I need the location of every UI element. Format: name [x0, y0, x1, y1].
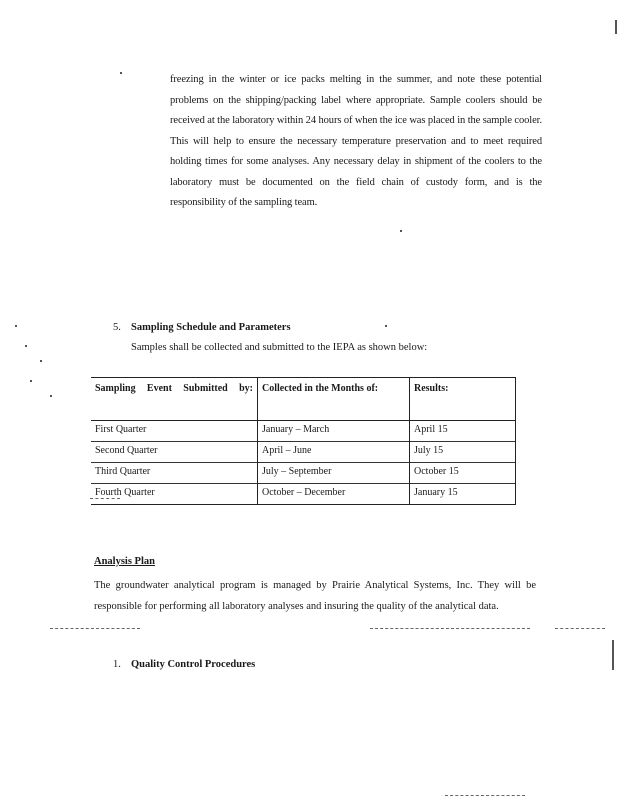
scan-artifact-line	[445, 795, 525, 796]
scan-artifact-mark	[25, 345, 27, 347]
table-row	[91, 421, 516, 442]
header-sampling-event: Sampling Event Submitted by:	[91, 378, 258, 421]
section-5-intro: Samples shall be collected and submitted to the IEPA as shown below:	[131, 342, 428, 353]
header-collected-months: Collected in the Months of:	[258, 378, 410, 421]
table-row	[91, 463, 516, 484]
scan-artifact-mark	[50, 395, 52, 397]
cell-months: April – June	[258, 442, 410, 463]
cell-results: April 15	[410, 421, 516, 442]
cell-months: January – March	[258, 421, 410, 442]
scan-artifact-mark	[615, 20, 617, 34]
scan-artifact-mark	[30, 380, 32, 382]
scan-artifact-mark	[40, 360, 42, 362]
table-row	[91, 484, 516, 505]
scan-artifact-line	[370, 628, 530, 629]
cell-months: October – December	[258, 484, 410, 505]
section-1-heading	[113, 659, 255, 670]
shipping-paragraph: freezing in the winter or ice packs melting in the summer, and note these potential problems on the shipping/packing label where appropriate. Sample coolers should be received at the laboratory within 24 hours of when the ice was placed in the sample cooler. This will help to ensure the necessary temperature preservation and to meet required holding times for some analyses. Any necessary delay in shipment of the coolers to the laboratory must be documented on the field chain of custody form, and is the responsibility of the sampling team.	[170, 74, 542, 208]
scan-artifact-mark	[15, 325, 17, 327]
cell-event: Fourth Quarter	[91, 484, 258, 505]
sampling-schedule-table	[91, 377, 516, 505]
analysis-plan-title: Analysis Plan	[94, 556, 155, 567]
section-5-number: 5.	[113, 322, 121, 333]
scan-artifact-mark	[120, 72, 122, 74]
scan-artifact-line	[90, 498, 120, 499]
analysis-plan-paragraph: The groundwater analytical program is managed by Prairie Analytical Systems, Inc. They will be responsible for performing all laboratory analyses and insuring the quality of the analytical data.	[94, 580, 536, 612]
cell-results: July 15	[410, 442, 516, 463]
scan-artifact-mark	[385, 325, 387, 327]
table-row	[91, 442, 516, 463]
cell-results: October 15	[410, 463, 516, 484]
cell-months: July – September	[258, 463, 410, 484]
cell-event: Third Quarter	[91, 463, 258, 484]
section-5-heading	[113, 322, 291, 333]
section-5-title: Sampling Schedule and Parameters	[131, 322, 291, 333]
cell-event: Second Quarter	[91, 442, 258, 463]
scan-artifact-mark	[400, 230, 402, 232]
scan-artifact-line	[50, 628, 140, 629]
header-results: Results:	[410, 378, 516, 421]
table-header-row	[91, 378, 516, 421]
cell-results: January 15	[410, 484, 516, 505]
scan-artifact-mark	[612, 640, 614, 670]
section-1-title: Quality Control Procedures	[131, 659, 256, 670]
section-1-number: 1.	[113, 659, 121, 670]
scan-artifact-line	[555, 628, 605, 629]
cell-event: First Quarter	[95, 424, 147, 435]
